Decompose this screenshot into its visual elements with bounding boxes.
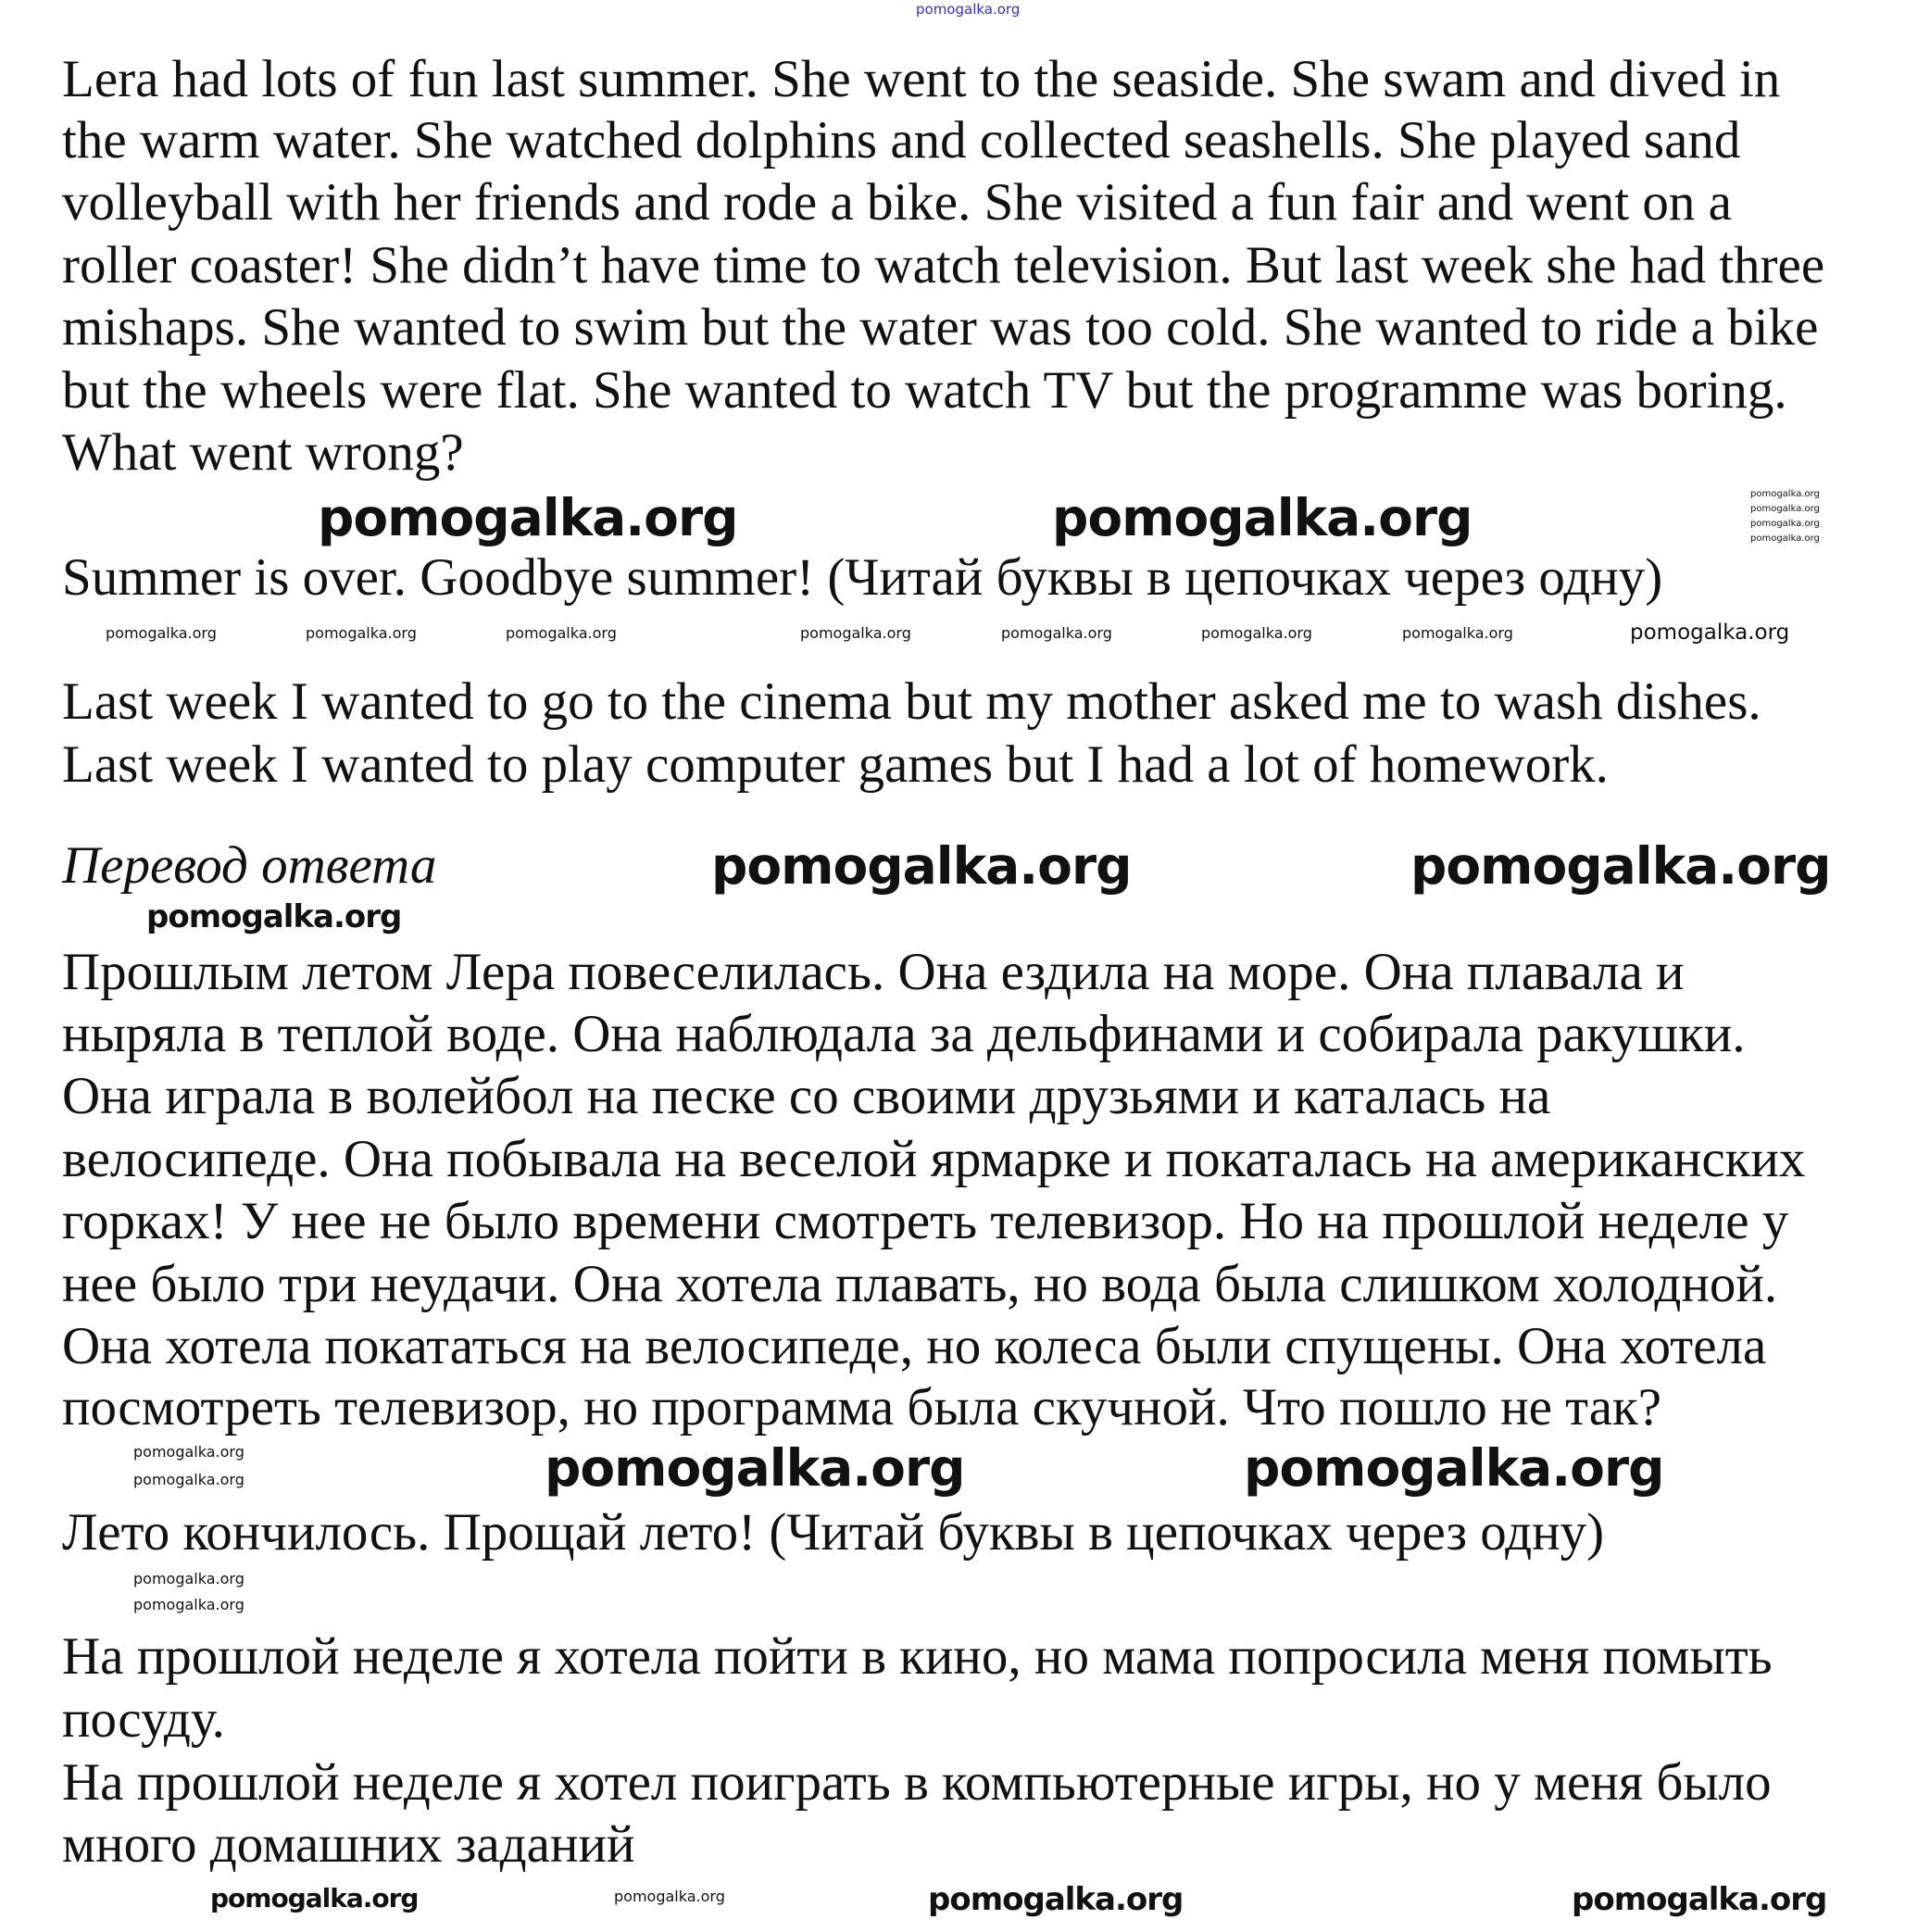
watermark: pomogalka.org	[1402, 624, 1513, 642]
text-line: What went wrong?	[62, 423, 464, 482]
watermark: pomogalka.org	[916, 1, 1021, 18]
text-line: mishaps. She wanted to swim but the water was too cold. She wanted to ride a bike	[62, 298, 1819, 357]
watermark: pomogalka.org	[1201, 624, 1312, 642]
translation-heading: Перевод ответа	[62, 836, 437, 895]
text-line: Она хотела покататься на велосипеде, но колеса были спущены. Она хотела	[62, 1317, 1767, 1375]
watermark: pomogalka.org	[318, 488, 738, 547]
watermark: pomogalka.org	[210, 1883, 419, 1913]
watermark: pomogalka.org	[1750, 519, 1820, 529]
text-line: Прошлым летом Лера повеселилась. Она ездила на море. Она плавала и	[62, 943, 1685, 1001]
text-line: ныряла в теплой воде. Она наблюдала за дельфинами и собирала ракушки.	[62, 1005, 1746, 1063]
watermark: pomogalka.org	[1244, 1438, 1664, 1498]
watermark: pomogalka.org	[1750, 504, 1820, 514]
answer-line: много домашних заданий	[62, 1815, 635, 1874]
watermark: pomogalka.org	[306, 624, 417, 642]
watermark: pomogalka.org	[133, 1596, 244, 1613]
answer-line: посуду.	[62, 1690, 225, 1749]
watermark: pomogalka.org	[711, 836, 1132, 896]
answer-line: На прошлой неделе я хотела пойти в кино, но мама попросила меня помыть	[62, 1627, 1773, 1686]
watermark: pomogalka.org	[800, 624, 911, 642]
watermark: pomogalka.org	[1572, 1881, 1827, 1918]
text-line: but the wheels were flat. She wanted to watch TV but the programme was boring.	[62, 361, 1787, 420]
text-line: volleyball with her friends and rode a bike. She visited a fun fair and went on a	[62, 173, 1732, 232]
text-line: нее было три неудачи. Она хотела плавать, но вода была слишком холодной.	[62, 1255, 1778, 1313]
watermark: pomogalka.org	[928, 1881, 1184, 1918]
watermark: pomogalka.org	[1630, 621, 1790, 645]
watermark: pomogalka.org	[1052, 488, 1473, 547]
puzzle-line: Лето кончилось. Прощай лето! (Читай буквы в цепочках через одну)	[62, 1503, 1605, 1562]
watermark: pomogalka.org	[146, 898, 402, 935]
watermark: pomogalka.org	[545, 1438, 965, 1498]
watermark: pomogalka.org	[1750, 533, 1820, 544]
text-line: the warm water. She watched dolphins and collected seashells. She played sand	[62, 111, 1741, 169]
watermark: pomogalka.org	[506, 624, 617, 642]
text-line: Lera had lots of fun last summer. She went to the seaside. She swam and dived in	[62, 50, 1781, 108]
watermark: pomogalka.org	[614, 1888, 725, 1905]
watermark: pomogalka.org	[133, 1443, 244, 1461]
watermark: pomogalka.org	[1001, 624, 1112, 642]
text-line: roller coaster! She didn’t have time to watch television. But last week she had three	[62, 236, 1825, 295]
answer-line: На прошлой неделе я хотел поиграть в компьютерные игры, но у меня было	[62, 1753, 1772, 1812]
watermark: pomogalka.org	[106, 624, 217, 642]
watermark: pomogalka.org	[1410, 836, 1831, 896]
puzzle-line: Summer is over. Goodbye summer! (Читай буквы в цепочках через одну)	[62, 548, 1663, 607]
answer-line: Last week I wanted to play computer games but I had a lot of homework.	[62, 735, 1609, 794]
text-line: горках! У нее не было времени смотреть телевизор. Но на прошлой неделе у	[62, 1192, 1789, 1250]
watermark: pomogalka.org	[133, 1471, 244, 1488]
watermark: pomogalka.org	[133, 1570, 244, 1587]
watermark: pomogalka.org	[1750, 489, 1820, 499]
answer-line: Last week I wanted to go to the cinema but my mother asked me to wash dishes.	[62, 672, 1761, 731]
text-line: Она играла в волейбол на песке со своими друзьями и каталась на	[62, 1067, 1551, 1125]
text-line: посмотреть телевизор, но программа была скучной. Что пошло не так?	[62, 1378, 1662, 1436]
text-line: велосипеде. Она побывала на веселой ярмарке и покаталась на американских	[62, 1130, 1806, 1188]
